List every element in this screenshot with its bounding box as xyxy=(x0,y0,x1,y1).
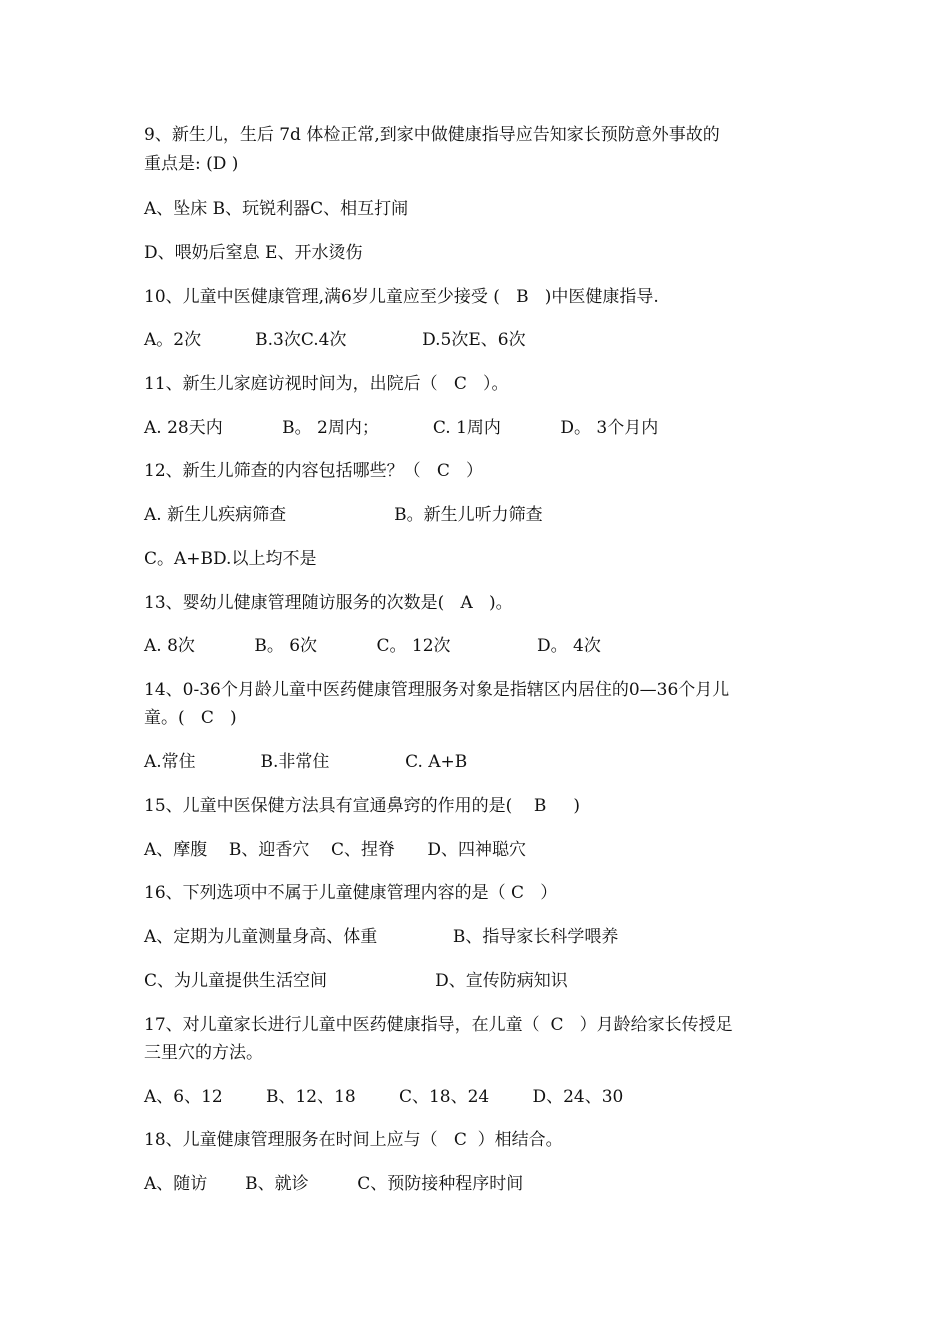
question-15: 15、儿童中医保健方法具有宣通鼻窍的作用的是( B ) xyxy=(144,796,581,816)
question-16: 16、下列选项中不属于儿童健康管理内容的是（ C ） xyxy=(144,883,558,903)
question-12-options-1: A. 新生儿疾病筛查 B。新生儿听力筛查 xyxy=(144,505,543,525)
question-17-options: A、6、12 B、12、18 C、18、24 D、24、30 xyxy=(144,1087,624,1107)
question-11: 11、新生儿家庭访视时间为，出院后（ C ）。 xyxy=(144,374,509,394)
question-16-options-1: A、定期为儿童测量身高、体重 B、指导家长科学喂养 xyxy=(144,927,619,947)
question-9-line-1: 9、新生儿，生后 7d 体检正常,到家中做健康指导应告知家长预防意外事故的 xyxy=(144,125,720,145)
question-18-options: A、随访 B、就诊 C、预防接种程序时间 xyxy=(144,1174,524,1194)
question-10: 10、儿童中医健康管理,满6岁儿童应至少接受 ( B )中医健康指导. xyxy=(144,287,659,307)
question-9-options-1: A、坠床 B、玩锐利器C、相互打闹 xyxy=(144,199,409,219)
question-14-options: A.常住 B.非常住 C. A+B xyxy=(144,752,468,772)
question-15-options: A、摩腹 B、迎香穴 C、捏脊 D、四神聪穴 xyxy=(144,840,527,860)
question-9-line-2: 重点是: (D ) xyxy=(144,154,239,174)
question-13: 13、婴幼儿健康管理随访服务的次数是( A )。 xyxy=(144,593,513,613)
question-16-options-2: C、为儿童提供生活空间 D、宣传防病知识 xyxy=(144,971,568,991)
question-12: 12、新生儿筛查的内容包括哪些？（ C ） xyxy=(144,461,484,481)
question-18: 18、儿童健康管理服务在时间上应与（ C ）相结合。 xyxy=(144,1130,563,1150)
question-12-options-2: C。A+BD.以上均不是 xyxy=(144,549,317,569)
question-9-options-2: D、喂奶后窒息 E、开水烫伤 xyxy=(144,243,363,263)
question-13-options: A. 8次 B。 6次 C。 12次 D。 4次 xyxy=(144,636,601,656)
question-11-options: A. 28天内 B。 2周内； C. 1周内 D。 3个月内 xyxy=(144,418,659,438)
question-10-options: A。2次 B.3次C.4次 D.5次E、6次 xyxy=(144,330,526,350)
question-14-line-1: 14、0-36个月龄儿童中医药健康管理服务对象是指辖区内居住的0—36个月儿 xyxy=(144,680,730,700)
question-17-line-1: 17、对儿童家长进行儿童中医药健康指导，在儿童（ C ）月龄给家长传授足 xyxy=(144,1015,733,1035)
question-17-line-2: 三里穴的方法。 xyxy=(144,1043,263,1063)
question-14-line-2: 童。( C ) xyxy=(144,708,237,728)
